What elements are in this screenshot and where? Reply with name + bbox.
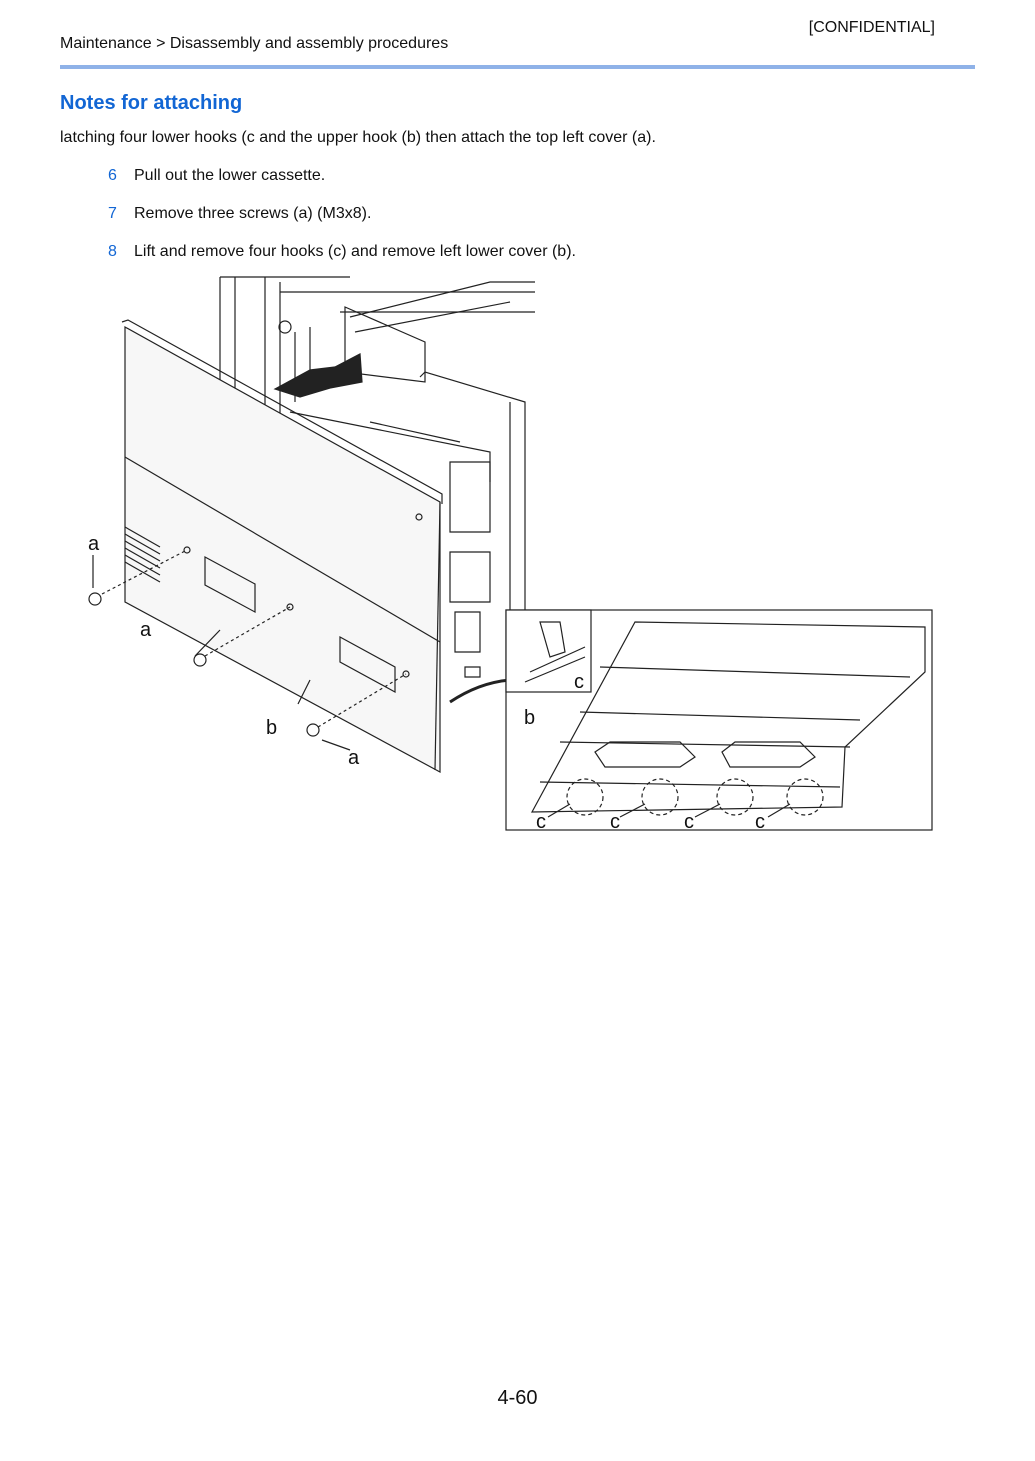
label-inset-b: b bbox=[524, 707, 536, 729]
step-6 bbox=[108, 167, 325, 185]
step-text: Pull out the lower cassette. bbox=[134, 167, 326, 184]
intro-text: latching four lower hooks (c and the upper hook (b) then attach the top left cover (a). bbox=[60, 129, 656, 146]
label-inset-c-detail: c bbox=[574, 671, 584, 693]
label-a-3: a bbox=[348, 747, 360, 769]
removal-arrow bbox=[275, 354, 362, 397]
label-a-1: a bbox=[88, 533, 100, 555]
confidential-label: [CONFIDENTIAL] bbox=[808, 19, 935, 36]
label-c-4: c bbox=[755, 811, 765, 833]
label-c-3: c bbox=[684, 811, 694, 833]
step-text: Lift and remove four hooks (c) and remove left lower cover (b). bbox=[134, 243, 576, 260]
step-8 bbox=[108, 243, 576, 261]
step-number: 8 bbox=[108, 243, 117, 260]
step-number: 7 bbox=[108, 205, 117, 222]
label-b: b bbox=[266, 717, 278, 739]
section-title: Notes for attaching bbox=[60, 92, 243, 114]
header-divider bbox=[60, 65, 975, 69]
step-number: 6 bbox=[108, 167, 117, 184]
label-c-1: c bbox=[536, 811, 546, 833]
page-number: 4-60 bbox=[497, 1387, 538, 1409]
label-a-2: a bbox=[140, 619, 152, 641]
cover-removal-illustration bbox=[70, 272, 940, 837]
breadcrumb: Maintenance > Disassembly and assembly procedures bbox=[60, 35, 449, 52]
label-c-2: c bbox=[610, 811, 620, 833]
step-text: Remove three screws (a) (M3x8). bbox=[134, 205, 372, 222]
step-7 bbox=[108, 205, 371, 223]
